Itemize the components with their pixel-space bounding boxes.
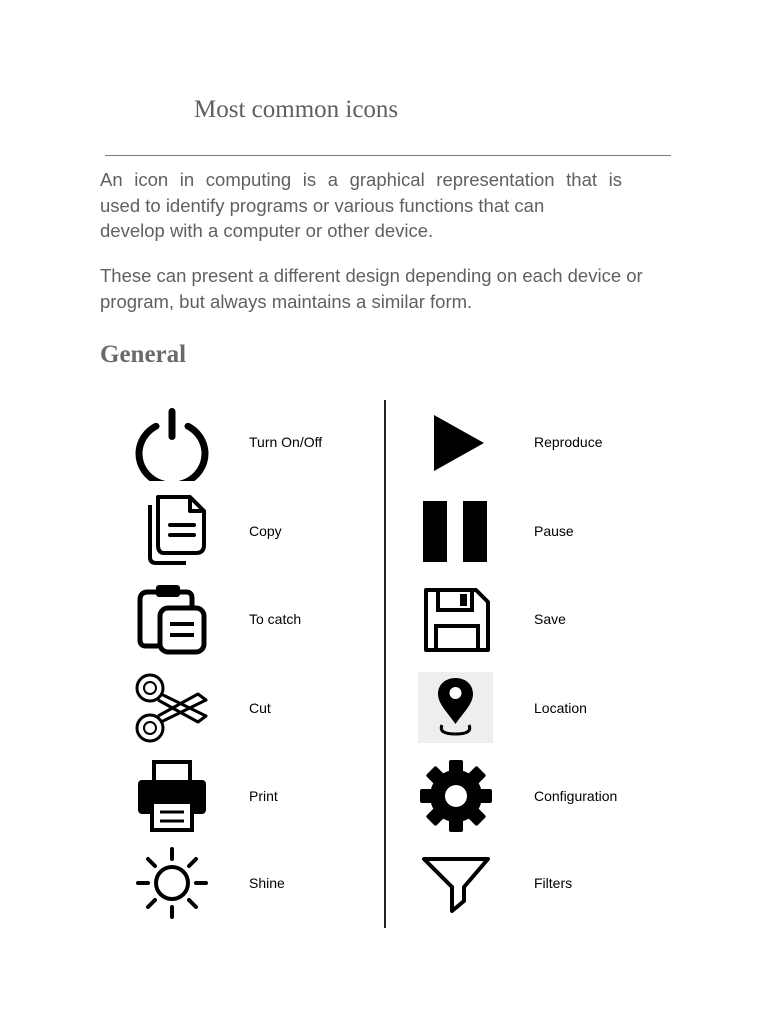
- second-line-1: These can present a different design depending on each device or: [100, 265, 643, 286]
- second-paragraph: [100, 263, 680, 314]
- gear-icon: [418, 758, 494, 834]
- intro-paragraph: [100, 167, 622, 244]
- label-copy: Copy: [249, 523, 282, 539]
- intro-line-3: develop with a computer or other device.: [100, 220, 434, 241]
- power-icon: [134, 405, 210, 481]
- copy-icon: [134, 493, 210, 569]
- label-filters: Filters: [534, 875, 573, 891]
- second-line-2: program, but always maintains a similar form.: [100, 290, 473, 312]
- floppy-disk-icon: [418, 582, 494, 658]
- intro-line-2: used to identify programs or various functions that can: [100, 194, 545, 216]
- page-title: Most common icons: [194, 96, 399, 123]
- label-configuration: Configuration: [534, 788, 618, 804]
- scissors-icon: [134, 670, 210, 746]
- label-pause: Pause: [534, 523, 574, 539]
- label-cut: Cut: [249, 700, 271, 716]
- filter-icon: [418, 845, 494, 921]
- printer-icon: [134, 758, 210, 834]
- label-turn-on-off: Turn On/Off: [249, 434, 323, 450]
- play-icon: [418, 405, 494, 481]
- label-print: Print: [249, 788, 278, 804]
- title-divider: [105, 155, 671, 156]
- label-shine: Shine: [249, 875, 285, 891]
- column-divider: [384, 400, 386, 928]
- intro-line-1: An icon in computing is a graphical representation that is: [100, 169, 622, 190]
- sun-icon: [134, 845, 210, 921]
- location-pin-icon: [418, 672, 493, 743]
- pause-icon: [418, 493, 494, 569]
- label-save: Save: [534, 611, 566, 627]
- clipboard-icon: [134, 582, 210, 658]
- section-heading: General: [100, 341, 187, 368]
- label-location: Location: [534, 700, 587, 716]
- label-to-catch: To catch: [249, 611, 302, 627]
- label-reproduce: Reproduce: [534, 434, 603, 450]
